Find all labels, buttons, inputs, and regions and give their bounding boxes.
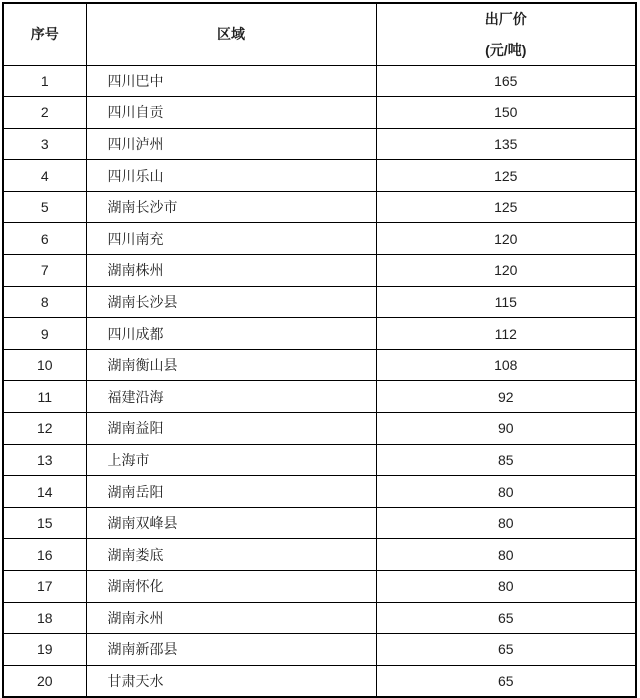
table-row [3,65,636,97]
header-price [376,3,636,65]
cell-index: 13 [3,444,86,476]
cell-region: 甘肃天水 [86,665,376,697]
cell-price: 90 [376,413,636,445]
table-row [3,191,636,223]
cell-region: 四川泸州 [86,128,376,160]
cell-price: 165 [376,65,636,97]
cell-index: 15 [3,507,86,539]
cell-region: 四川成都 [86,318,376,350]
cell-price: 120 [376,223,636,255]
table-row [3,444,636,476]
cell-region: 湖南长沙县 [86,286,376,318]
cell-price: 85 [376,444,636,476]
cell-price: 65 [376,602,636,634]
table-header [3,3,636,65]
cell-region: 湖南益阳 [86,413,376,445]
table-body [3,65,636,697]
cell-price: 125 [376,191,636,223]
cell-region: 四川自贡 [86,97,376,129]
cell-region: 四川南充 [86,223,376,255]
cell-region: 四川巴中 [86,65,376,97]
cell-index: 14 [3,476,86,508]
cell-region: 湖南双峰县 [86,507,376,539]
cell-price: 150 [376,97,636,129]
cell-region: 上海市 [86,444,376,476]
cell-index: 11 [3,381,86,413]
cell-region: 湖南怀化 [86,571,376,603]
cell-region: 湖南新邵县 [86,634,376,666]
cell-index: 19 [3,634,86,666]
cell-index: 1 [3,65,86,97]
cell-price: 80 [376,476,636,508]
cell-region: 湖南长沙市 [86,191,376,223]
cell-price: 108 [376,349,636,381]
cell-region: 湖南岳阳 [86,476,376,508]
cell-price: 65 [376,634,636,666]
price-table [2,2,637,698]
cell-index: 6 [3,223,86,255]
cell-index: 2 [3,97,86,129]
table-row [3,97,636,129]
table-row [3,286,636,318]
header-region: 区域 [86,3,376,65]
table-row [3,128,636,160]
cell-index: 4 [3,160,86,192]
table-row [3,507,636,539]
cell-region: 湖南娄底 [86,539,376,571]
table-row [3,476,636,508]
table-row [3,539,636,571]
cell-price: 112 [376,318,636,350]
cell-price: 80 [376,507,636,539]
table-row [3,665,636,697]
cell-region: 湖南永州 [86,602,376,634]
cell-region: 湖南衡山县 [86,349,376,381]
table-row [3,223,636,255]
table-row [3,160,636,192]
cell-region: 湖南株州 [86,255,376,287]
table-row [3,349,636,381]
header-price-line2: (元/吨) [485,41,527,58]
table-row [3,318,636,350]
table-row [3,381,636,413]
cell-index: 9 [3,318,86,350]
cell-index: 10 [3,349,86,381]
header-index: 序号 [3,3,86,65]
cell-price: 125 [376,160,636,192]
header-price-line1: 出厂价 [484,10,527,27]
cell-index: 5 [3,191,86,223]
cell-index: 16 [3,539,86,571]
table-row [3,255,636,287]
cell-region: 四川乐山 [86,160,376,192]
cell-price: 80 [376,539,636,571]
cell-index: 8 [3,286,86,318]
table-row [3,413,636,445]
cell-index: 3 [3,128,86,160]
table-header-row [3,3,636,65]
cell-price: 92 [376,381,636,413]
cell-price: 135 [376,128,636,160]
cell-price: 65 [376,665,636,697]
cell-index: 12 [3,413,86,445]
cell-price: 120 [376,255,636,287]
cell-region: 福建沿海 [86,381,376,413]
cell-index: 20 [3,665,86,697]
cell-price: 115 [376,286,636,318]
cell-index: 18 [3,602,86,634]
cell-index: 17 [3,571,86,603]
cell-index: 7 [3,255,86,287]
cell-price: 80 [376,571,636,603]
table-row [3,602,636,634]
table-row [3,634,636,666]
table-row [3,571,636,603]
